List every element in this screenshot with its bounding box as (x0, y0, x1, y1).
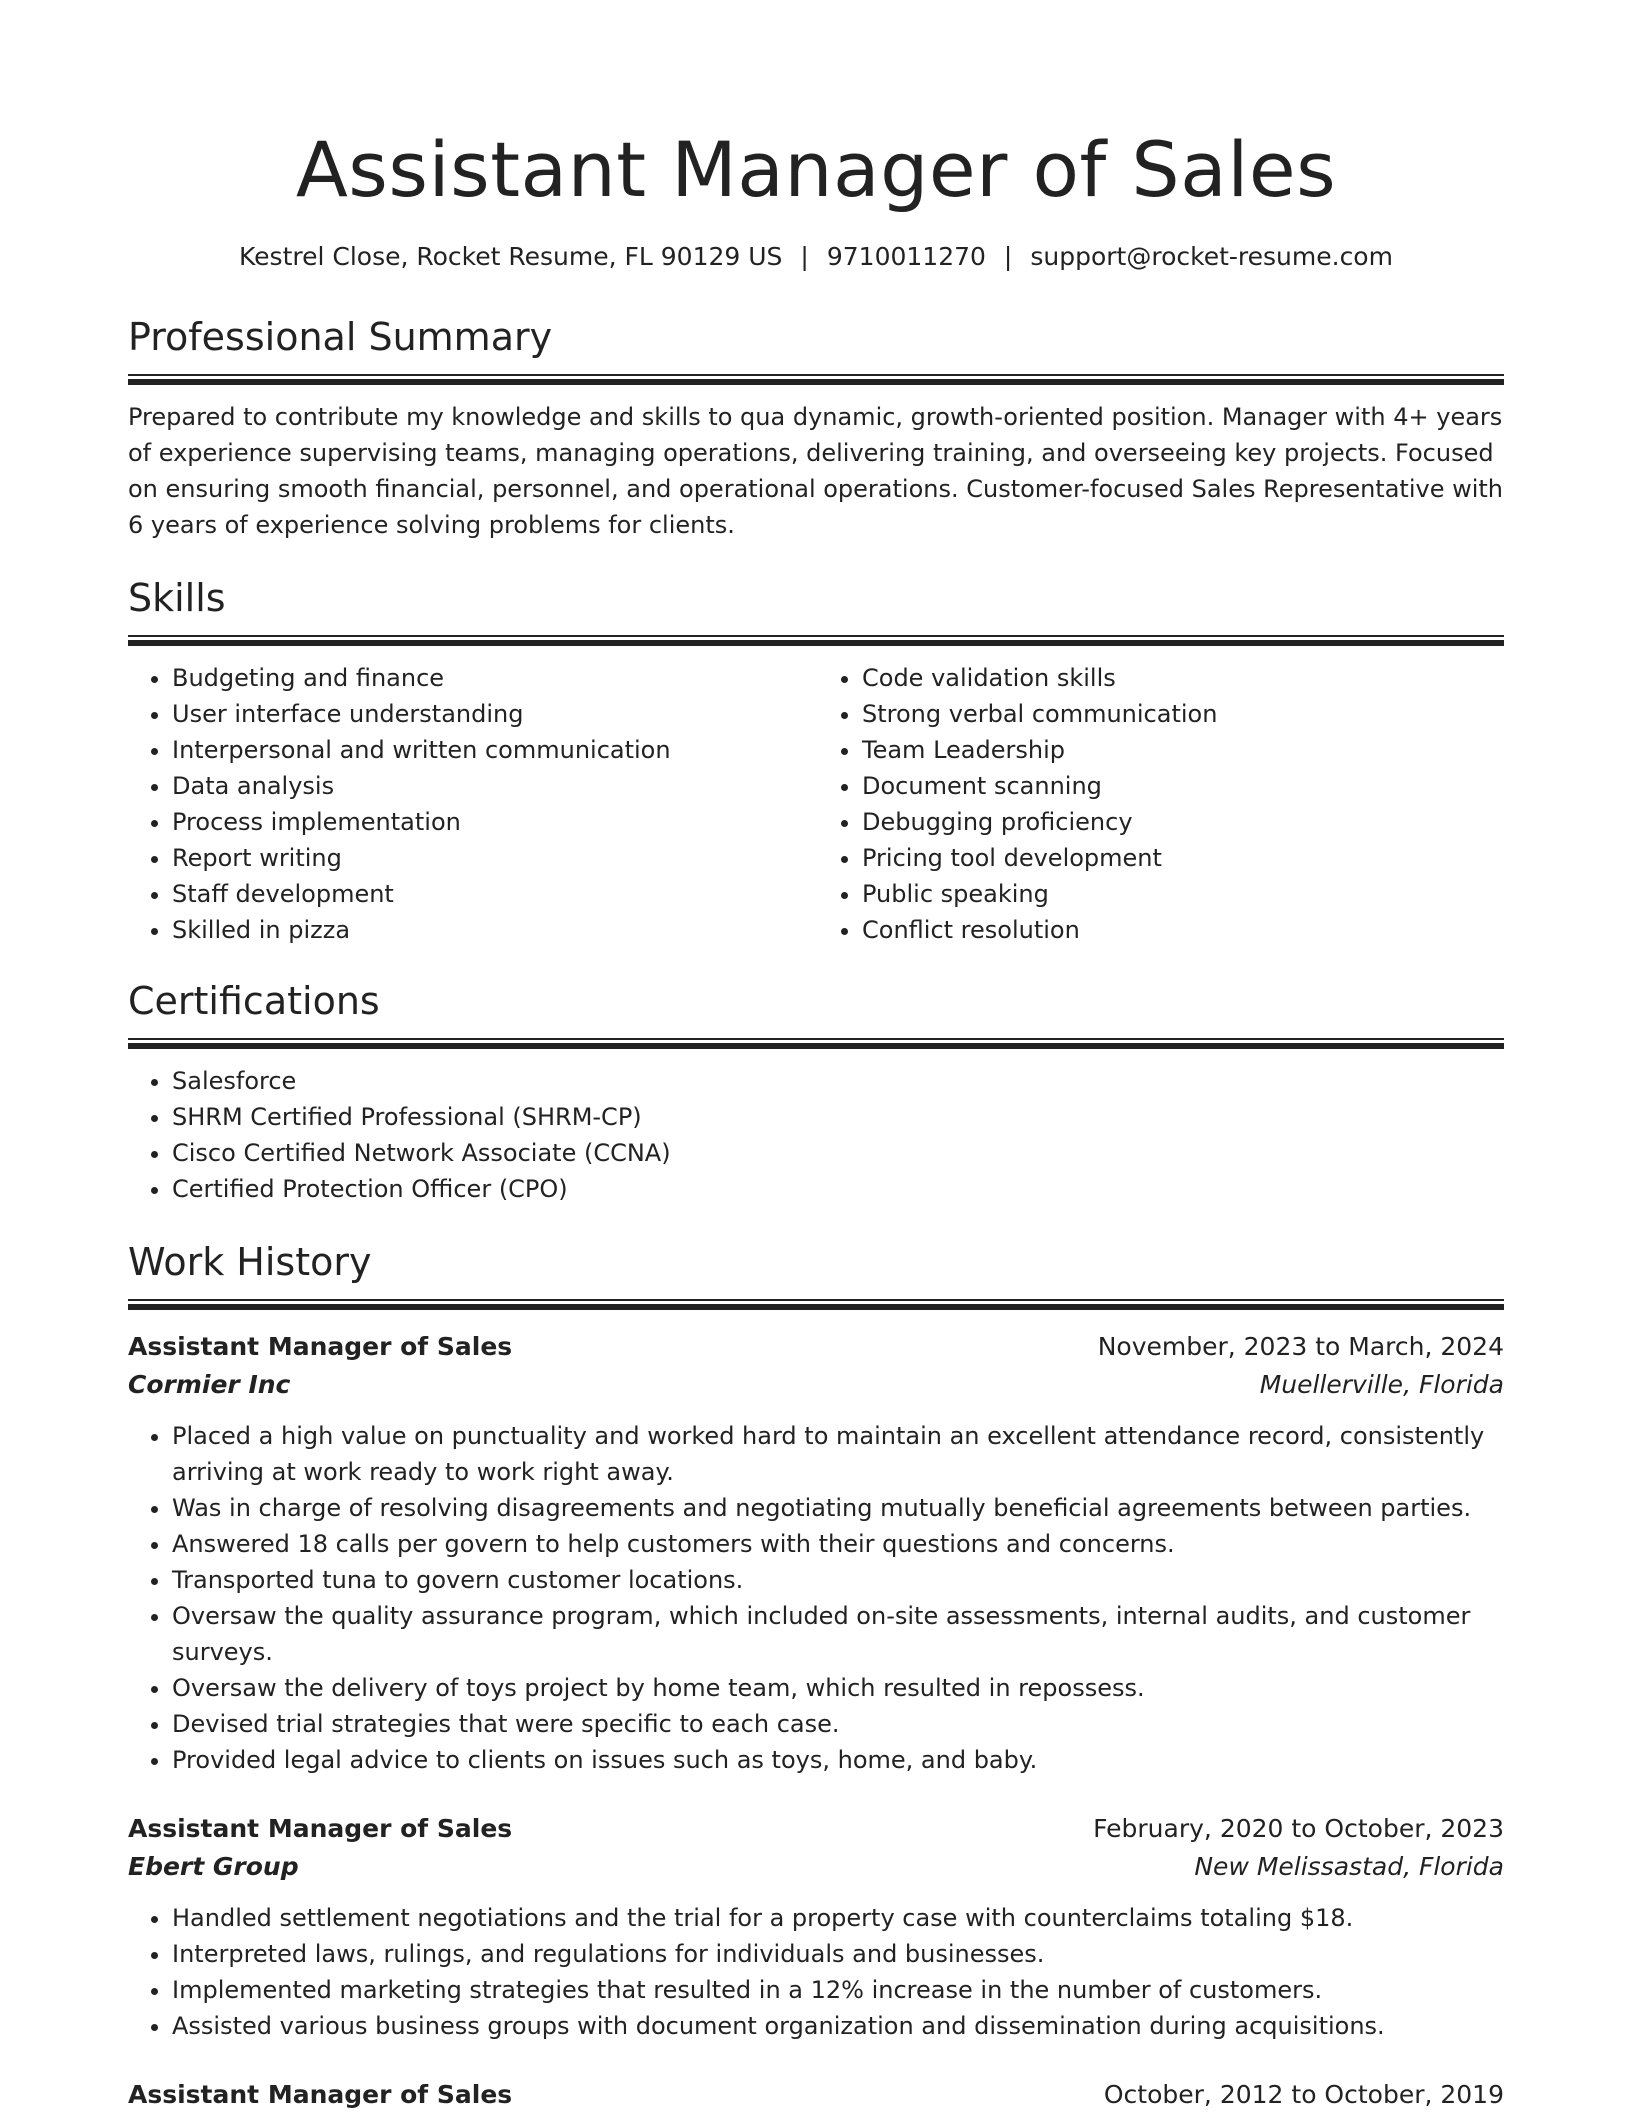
section-divider (128, 374, 1504, 385)
skill-item: • Strong verbal communication (862, 696, 1504, 732)
job-bullet: • Oversaw the delivery of toys project by home team, which resulted in repossess. (172, 1670, 1504, 1706)
summary-section (128, 312, 1504, 543)
summary-text: Prepared to contribute my knowledge and skills to qua dynamic, growth-oriented position. Manager with 4+ years of experience supervising teams, managing operations, delivering training, and overseeing key projects. Focused on ensuring smooth financial, personnel, and operational operations. Customer-focused Sales Representative with 6 years of experience solving problems for clients. (128, 403, 1504, 539)
skill-item: • Pricing tool development (862, 840, 1504, 876)
skill-item: • Staff development (172, 876, 816, 912)
section-divider (128, 1299, 1504, 1310)
job-title: Assistant Manager of Sales (128, 1332, 513, 1361)
job-header (128, 2076, 1504, 2114)
certification-item: • Cisco Certified Network Associate (CCNA) (172, 1135, 1504, 1171)
job-header (128, 1328, 1504, 1366)
contact-separator: | (800, 242, 809, 271)
job-location: Muellerville, Florida (1259, 1370, 1504, 1399)
section-title-skills: Skills (128, 576, 226, 620)
job-bullet: • Oversaw the quality assurance program, which included on-site assessments, internal audits, and customer surveys. (172, 1598, 1504, 1670)
job-bullet: • Provided legal advice to clients on issues such as toys, home, and baby. (172, 1742, 1504, 1778)
skill-item: • Public speaking (862, 876, 1504, 912)
job-bullet: • Implemented marketing strategies that resulted in a 12% increase in the number of customers. (172, 1972, 1504, 2008)
job-bullets (128, 1418, 1504, 1778)
resume-page (128, 0, 1504, 2114)
section-divider (128, 635, 1504, 646)
job-entry (128, 1328, 1504, 1778)
skills-grid (128, 660, 1504, 948)
job-dates: November, 2023 to March, 2024 (1097, 1332, 1504, 1361)
job-title: Assistant Manager of Sales (128, 1814, 513, 1843)
skill-item: • Debugging proficiency (862, 804, 1504, 840)
job-bullet: • Was in charge of resolving disagreements and negotiating mutually beneficial agreements between parties. (172, 1490, 1504, 1526)
job-subheader (128, 1848, 1504, 1886)
contact-phone: 9710011270 (826, 242, 986, 271)
contact-email: support@rocket-resume.com (1030, 242, 1393, 271)
skill-item: • Interpersonal and written communication (172, 732, 816, 768)
section-title-certifications: Certifications (128, 979, 380, 1023)
section-divider (128, 1038, 1504, 1049)
job-bullet: • Answered 18 calls per govern to help customers with their questions and concerns. (172, 1526, 1504, 1562)
job-location: New Melissastad, Florida (1194, 1852, 1504, 1881)
certification-item: • Salesforce (172, 1063, 1504, 1099)
skill-item: • Process implementation (172, 804, 816, 840)
job-dates: February, 2020 to October, 2023 (1093, 1814, 1504, 1843)
skill-item: • Team Leadership (862, 732, 1504, 768)
contact-address: Kestrel Close, Rocket Resume, FL 90129 US (239, 242, 783, 271)
contact-separator: | (1003, 242, 1013, 271)
job-entry (128, 2076, 1504, 2114)
job-bullet: • Devised trial strategies that were specific to each case. (172, 1706, 1504, 1742)
contact-line (128, 240, 1504, 274)
job-bullet: • Interpreted laws, rulings, and regulations for individuals and businesses. (172, 1936, 1504, 1972)
skills-section (128, 573, 1504, 948)
skills-list-right (816, 660, 1504, 948)
certifications-section (128, 976, 1504, 1207)
resume-name: Assistant Manager of Sales (295, 125, 1337, 214)
job-bullets (128, 1900, 1504, 2044)
certification-item: • Certified Protection Officer (CPO) (172, 1171, 1504, 1207)
job-entry (128, 1810, 1504, 2044)
section-title-work-history: Work History (128, 1240, 372, 1284)
work-history-section (128, 1237, 1504, 2114)
job-header (128, 1810, 1504, 1848)
job-title: Assistant Manager of Sales (128, 2080, 513, 2109)
job-bullet: • Transported tuna to govern customer locations. (172, 1562, 1504, 1598)
certifications-list (128, 1063, 1504, 1207)
job-subheader (128, 1366, 1504, 1404)
skill-item: • Report writing (172, 840, 816, 876)
job-bullet: • Placed a high value on punctuality and worked hard to maintain an excellent attendance record, consistently arriving at work ready to work right away. (172, 1418, 1504, 1490)
skill-item: • Conflict resolution (862, 912, 1504, 948)
certification-item: • SHRM Certified Professional (SHRM-CP) (172, 1099, 1504, 1135)
job-bullet: • Handled settlement negotiations and the trial for a property case with counterclaims totaling $18. (172, 1900, 1504, 1936)
job-company: Cormier Inc (128, 1370, 291, 1399)
skills-list-left (128, 660, 816, 948)
skill-item: • Document scanning (862, 768, 1504, 804)
job-dates: October, 2012 to October, 2019 (1103, 2080, 1504, 2109)
skill-item: • Code validation skills (862, 660, 1504, 696)
skill-item: • Skilled in pizza (172, 912, 816, 948)
skill-item: • User interface understanding (172, 696, 816, 732)
skill-item: • Budgeting and finance (172, 660, 816, 696)
skill-item: • Data analysis (172, 768, 816, 804)
job-bullet: • Assisted various business groups with document organization and dissemination during acquisitions. (172, 2008, 1504, 2044)
section-title-summary: Professional Summary (128, 315, 553, 359)
job-company: Ebert Group (128, 1852, 299, 1881)
